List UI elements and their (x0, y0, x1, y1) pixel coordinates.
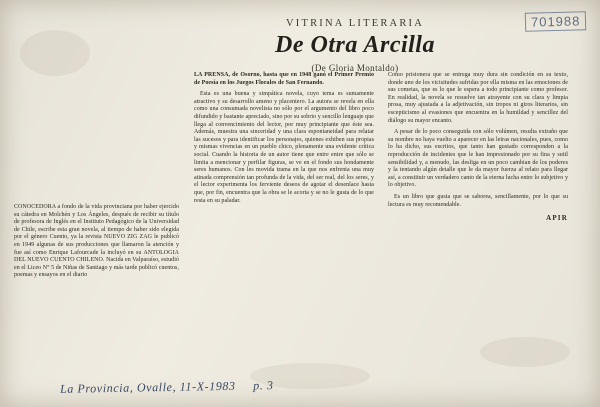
masthead (205, 18, 505, 73)
source-note (60, 378, 274, 397)
catalog-number: 701988 (524, 11, 586, 32)
article-column-2 (194, 72, 374, 209)
article-column-1 (14, 204, 179, 284)
section-label: VITRINA LITERARIA (285, 18, 424, 29)
author-signature: APIR (546, 214, 568, 223)
scan-blotch (20, 30, 90, 76)
paragraph: Esta es una buena y simpática novela, cuyo tema es sumamente atractivo y su desarrollo ameno y placentero. La autora se revela en ella como una consumada novelista no sólo por el argumento del libro poco difundido y bastante apreciado, sino por su sobrio y sencillo lenguaje que llega al convencimiento del lector, por muy principiante que éste sea. Además, muestra una sinceridad y una clara espontaneidad para relatar las sucesos y para identificar los personajes, quienes exhiben sus propias y mismas vivencias en un pueblo chico, plenamente una evidente crítica social. Cuando la historia de un autor tiene que entre entre que sólo se limita a mencionar y perfilar figuras, se ve en el fondo sus hondamente seres humanos. Con les movida trama en la que nos enfrenta una muy atinada comprensión tan profunda de la vida, del ser real, del los seres, y el lector experimenta los ferviente deseos de agotar el desenlace hasta que, por fin, encuentra que la obra se le acorta y se no le gusta de lo que resta en su paladar. (194, 91, 374, 204)
article-column-3 (388, 72, 568, 223)
article-columns (8, 72, 592, 372)
paragraph: CONOCEDORA a fondo de la vida provinciana por haber ejercido su cátedra en Molchén y Los Ángeles, después de recibir su título de profesora de Inglés en el Instituto Pedagógico de la Universidad de Chile, escribe esta gran novela, al tiempo de haber sido elegida por el género Cuento, ya la revista NUEVO ZIG ZAG le publicó en 1949 algunas de sus producciones que llamaron la atención y fue así como Enrique Lafourcade la incluyó en su ANTOLOGIA DEL NUEVO CUENTO CHILENO. Nacida en Valparaíso, estudió en el Liceo N° 5 de Niñas de Santiago y más tarde publicó cuentos, poemas y ensayos en el diario (14, 204, 179, 279)
paragraph: A pesar de lo poco conseguida con sólo volúmen, resulta extraño que su nombre no haya vuelto a aparecer en las letras nacionales, pues, como lo ha dicho, sus escritos, que tanto han gustado corresponden a la reproducción de incidentes que le han impresionado por su fina y sutil sensibilidad y, a menudo, las desliga en un poco cambian de los poderes y la tentando algún detalle que le da mayor fuerza al relato para llegar así, a constituir un verdadero canto de la eterna lucha entre lo subjetivo y lo objetivo. (388, 129, 568, 189)
paragraph: LA PRENSA, de Osorno, hasta que en 1948 ganó el Primer Premio de Poesía en los Juegos Florales de San Fernando. (194, 72, 374, 86)
paragraph: Como prisionera que se entrega muy dura sin condición en su texto, donde uno de los vicisitudes sufridas por ella misma en las emociones de sus cometas, que es lo que le espera a todo principiante como profesor. En realidad, la novela se resuelve tan atrayente con su clara y limpia prosa, muy ajustada a la adjetivación, sin tropos ni giros literarios, sin escepticismo al evasiones que encuentra en la humildad y sencillez del diálogo su mayor encanto. (388, 72, 568, 124)
byline: (De Gloria Montaldo) (311, 63, 399, 73)
source-date: 11-X-1983 (179, 378, 236, 394)
source-publication: La Provincia, Ovalle, (59, 379, 177, 396)
paragraph: Es un libro que gusta que se saborea, sencillamente, por lo que su lectura es muy recomendable. (388, 193, 568, 208)
source-page: p. 3 (253, 378, 274, 393)
page-title: De Otra Arcilla (275, 32, 435, 58)
